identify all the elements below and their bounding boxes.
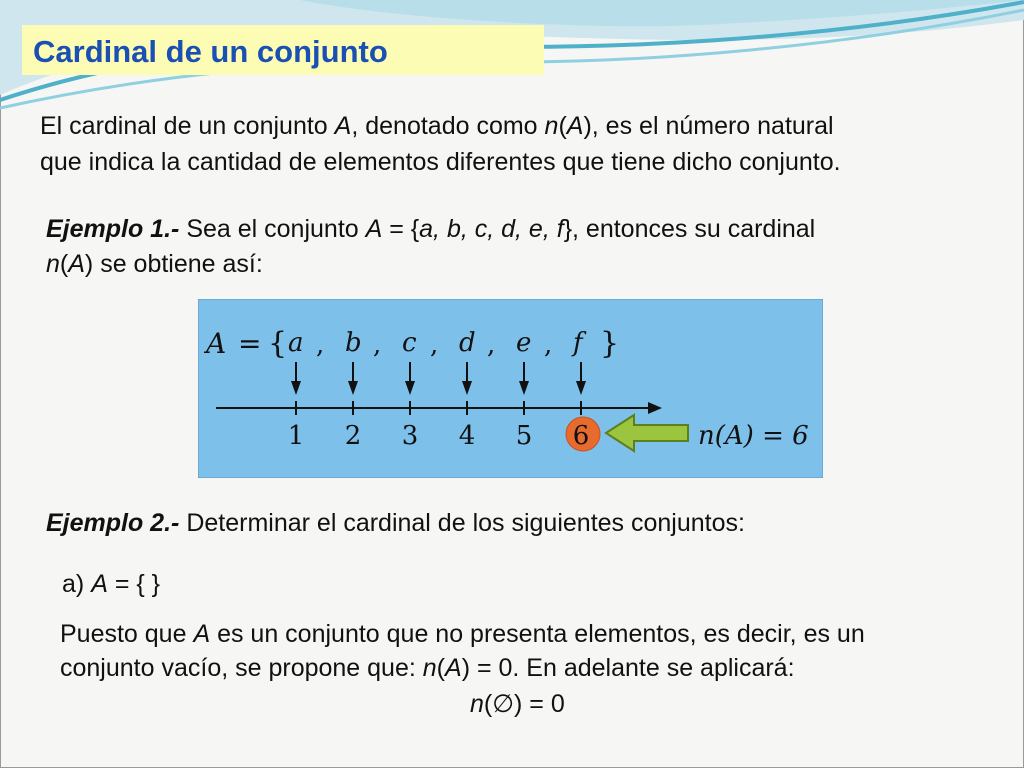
example1-text: = { <box>382 215 420 243</box>
cardinal-diagram <box>198 299 823 478</box>
definition-line-2: que indica la cantidad de elementos diferentes que tiene dicho conjunto. <box>40 148 841 176</box>
diagram-background <box>198 299 823 478</box>
number-2: 2 <box>344 421 362 451</box>
set-elements: a, b, c, d, e, f <box>419 215 564 243</box>
set-symbol: A <box>68 250 85 278</box>
set-element-a: a <box>288 328 304 358</box>
set-element-d: d <box>459 328 476 358</box>
number-4: 4 <box>458 421 476 451</box>
explanation-text: ) = 0. En adelante se aplicará: <box>461 654 795 682</box>
explanation-line-1 <box>60 616 865 653</box>
definition-text: ( <box>558 112 567 140</box>
formula-text: (∅) = 0 <box>483 690 565 718</box>
definition-text: El cardinal de un conjunto <box>40 112 335 140</box>
item-a-label: a) <box>62 570 92 598</box>
set-element-e: e <box>516 328 532 358</box>
explanation-line-2 <box>60 650 795 687</box>
cardinal-symbol: n <box>46 250 60 278</box>
set-element-b: b <box>345 328 362 358</box>
set-symbol: A <box>445 654 462 682</box>
example1-label: Ejemplo 1.- <box>46 215 180 243</box>
diagram-equals: = <box>238 327 262 360</box>
diagram-set-name: A <box>206 327 227 360</box>
number-3: 3 <box>401 421 419 451</box>
example1-text: Sea el conjunto <box>179 215 366 243</box>
explanation-text: es un conjunto que no presenta elementos, es decir, es un <box>210 620 865 648</box>
example2-line <box>46 505 745 542</box>
diagram-open-brace: { <box>268 326 288 361</box>
element-comma: , <box>316 330 325 360</box>
item-a <box>62 566 160 603</box>
element-comma: , <box>373 330 382 360</box>
example1-line-1 <box>46 211 815 248</box>
set-symbol: A <box>91 570 108 598</box>
number-1: 1 <box>287 421 305 451</box>
cardinal-symbol: n <box>422 654 437 682</box>
set-element-f: f <box>573 328 583 358</box>
explanation-text: ( <box>436 654 445 682</box>
element-comma: , <box>544 330 553 360</box>
cardinal-symbol: n <box>470 690 484 718</box>
example1-text: ) se obtiene así: <box>84 250 263 278</box>
set-symbol: A <box>365 215 383 243</box>
example2-label: Ejemplo 2.- <box>46 509 180 537</box>
set-symbol: A <box>566 112 584 140</box>
set-symbol: A <box>193 620 211 648</box>
example1-text: ( <box>59 250 69 278</box>
definition-text: ), es el número natural <box>583 112 834 140</box>
explanation-text: conjunto vacío, se propone que: <box>60 654 423 682</box>
number-6: 6 <box>572 421 590 451</box>
element-comma: , <box>430 330 439 360</box>
empty-set-formula <box>470 686 565 723</box>
example1-text: }, entonces su cardinal <box>563 215 816 243</box>
example2-text: Determinar el cardinal de los siguientes conjuntos: <box>179 509 745 537</box>
element-comma: , <box>487 330 496 360</box>
item-a-set: = { } <box>107 570 161 598</box>
definition-text: , denotado como <box>351 112 545 140</box>
definition-line-1 <box>40 108 834 145</box>
diagram-result: n(A) = 6 <box>698 421 809 451</box>
explanation-text: Puesto que <box>60 620 194 648</box>
diagram-close-brace: } <box>600 326 620 361</box>
example1-line-2 <box>46 246 263 283</box>
set-symbol: A <box>334 112 352 140</box>
number-5: 5 <box>515 421 533 451</box>
set-element-c: c <box>402 328 417 358</box>
slide-title: Cardinal de un conjunto <box>33 34 388 69</box>
title-box <box>22 25 544 75</box>
cardinal-symbol: n <box>544 112 559 140</box>
